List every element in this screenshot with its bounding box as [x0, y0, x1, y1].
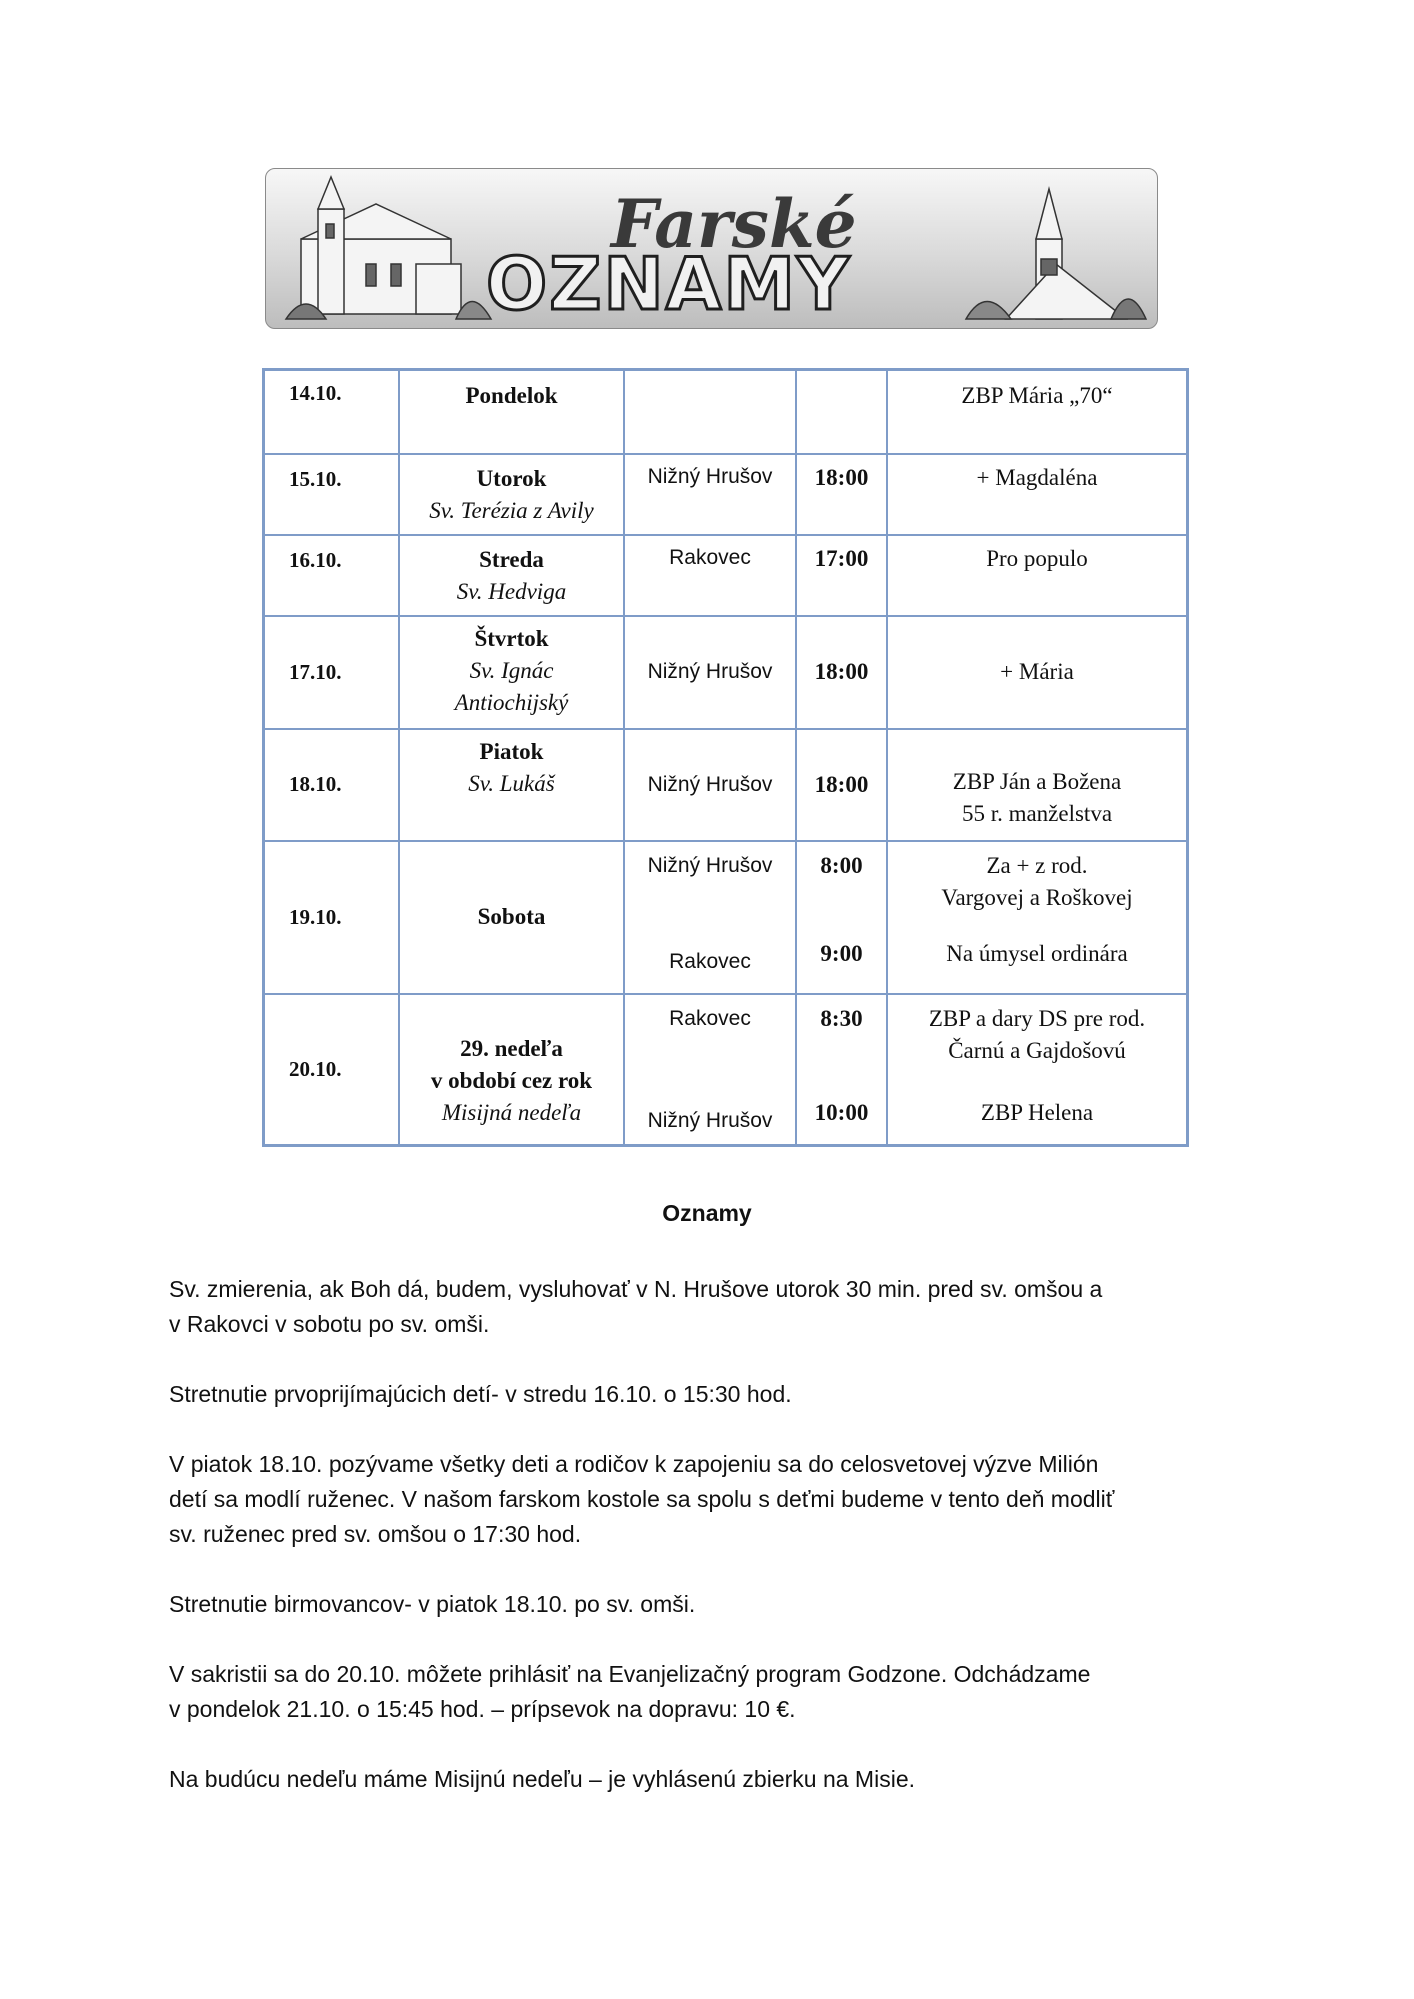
intention-cell: + Mária [887, 616, 1188, 729]
table-row [264, 616, 1188, 729]
right-church-illustration [966, 189, 1146, 319]
place-line: Nižný Hrušov [647, 1108, 773, 1132]
day-cell [399, 616, 624, 729]
table-row [264, 994, 1188, 1146]
day-cell: Sobota [399, 841, 624, 994]
intention-line: ZBP a dary DS pre rod. [928, 1005, 1146, 1031]
announcement-paragraph: Stretnutie birmovancov- v piatok 18.10. po sv. omši. [169, 1591, 696, 1617]
intention-cell: + Magdaléna [887, 454, 1188, 535]
text-line: detí sa modlí ruženec. V našom farskom kostole sa spolu s deťmi budeme v tento deň modliť [169, 1486, 1115, 1512]
saint-name: Misijná nedeľa [441, 1099, 582, 1125]
time-cell [796, 370, 887, 454]
text-line: sv. ruženec pred sv. omšou o 17:30 hod. [169, 1521, 582, 1547]
saint-name: Antiochijský [454, 689, 569, 715]
banner-title-main: OZNAMY [486, 242, 852, 326]
banner-graphic [266, 169, 1157, 328]
time-cell [796, 841, 887, 994]
place-cell: Nižný Hrušov [624, 454, 796, 535]
time-cell: 18:00 [796, 729, 887, 841]
intention-cell: ZBP Mária „70“ [887, 370, 1188, 454]
announcement-paragraph [169, 1657, 1279, 1727]
table-row [264, 729, 1188, 841]
date-cell: 14.10. [264, 370, 400, 454]
time-line: 10:00 [814, 1099, 869, 1125]
place-cell [624, 370, 796, 454]
date-cell: 17.10. [264, 616, 400, 729]
place-line: Rakovec [669, 1006, 751, 1030]
day-name: v období cez rok [430, 1067, 593, 1093]
announcement-paragraph [169, 1447, 1279, 1552]
saint-name: Sv. Hedviga [456, 578, 567, 604]
day-cell: Pondelok [399, 370, 624, 454]
day-name: Štvrtok [474, 625, 549, 651]
time-line: 8:30 [820, 1005, 863, 1031]
left-church-illustration [286, 177, 491, 319]
intention-line: 55 r. manželstva [961, 800, 1113, 826]
date-cell: 15.10. [264, 454, 400, 535]
table-row [264, 454, 1188, 535]
intention-cell [887, 994, 1188, 1146]
day-name: Piatok [479, 738, 544, 764]
table-row [264, 370, 1188, 454]
intention-line: Za + z rod. [986, 852, 1088, 878]
intention-cell [887, 841, 1188, 994]
date-cell: 16.10. [264, 535, 400, 616]
day-cell [399, 729, 624, 841]
intention-line: ZBP Helena [980, 1099, 1094, 1125]
day-cell [399, 535, 624, 616]
intention-line: Na úmysel ordinára [946, 940, 1128, 966]
mass-schedule-table [262, 368, 1189, 1147]
text-line: v pondelok 21.10. o 15:45 hod. – prípsevok na dopravu: 10 €. [169, 1696, 796, 1722]
intention-cell [887, 729, 1188, 841]
day-cell [399, 454, 624, 535]
announcements-heading: Oznamy [662, 1200, 752, 1226]
text-line: Sv. zmierenia, ak Boh dá, budem, vysluhovať v N. Hrušove utorok 30 min. pred sv. omšou a [169, 1276, 1103, 1302]
time-line: 9:00 [820, 940, 863, 966]
intention-cell: Pro populo [887, 535, 1188, 616]
table-row [264, 535, 1188, 616]
place-cell: Nižný Hrušov [624, 616, 796, 729]
saint-name: Sv. Lukáš [468, 770, 555, 796]
text-line: v Rakovci v sobotu po sv. omši. [169, 1311, 490, 1337]
text-line: V piatok 18.10. pozývame všetky deti a rodičov k zapojeniu sa do celosvetovej výzve Milión [169, 1451, 1099, 1477]
time-cell: 18:00 [796, 616, 887, 729]
date-cell: 18.10. [264, 729, 400, 841]
place-line: Nižný Hrušov [647, 853, 773, 877]
date-cell: 20.10. [264, 994, 400, 1146]
day-name: 29. nedeľa [460, 1035, 563, 1061]
intention-line: ZBP Ján a Božena [952, 768, 1122, 794]
announcement-paragraph: Na budúcu nedeľu máme Misijnú nedeľu – je vyhlásenú zbierku na Misie. [169, 1766, 915, 1792]
day-name: Utorok [476, 465, 547, 491]
text-line: V sakristii sa do 20.10. môžete prihlásiť na Evanjelizačný program Godzone. Odchádzame [169, 1661, 1091, 1687]
banner-title-script: Farské [611, 185, 857, 263]
announcement-paragraph [169, 1272, 1279, 1342]
time-cell: 17:00 [796, 535, 887, 616]
time-cell [796, 994, 887, 1146]
announcement-paragraph: Stretnutie prvoprijímajúcich detí- v stredu 16.10. o 15:30 hod. [169, 1381, 792, 1407]
place-cell: Rakovec [624, 535, 796, 616]
table-row [264, 841, 1188, 994]
intention-line: Vargovej a Roškovej [941, 884, 1133, 910]
header-banner [265, 168, 1158, 329]
place-cell [624, 994, 796, 1146]
place-line: Rakovec [669, 949, 751, 973]
place-cell [624, 841, 796, 994]
day-cell [399, 994, 624, 1146]
intention-line: Čarnú a Gajdošovú [948, 1037, 1126, 1063]
place-cell: Nižný Hrušov [624, 729, 796, 841]
saint-name: Sv. Terézia z Avily [429, 497, 594, 523]
day-name: Streda [479, 546, 544, 572]
saint-name: Sv. Ignác [469, 657, 554, 683]
time-line: 8:00 [820, 852, 863, 878]
time-cell: 18:00 [796, 454, 887, 535]
date-cell: 19.10. [264, 841, 400, 994]
